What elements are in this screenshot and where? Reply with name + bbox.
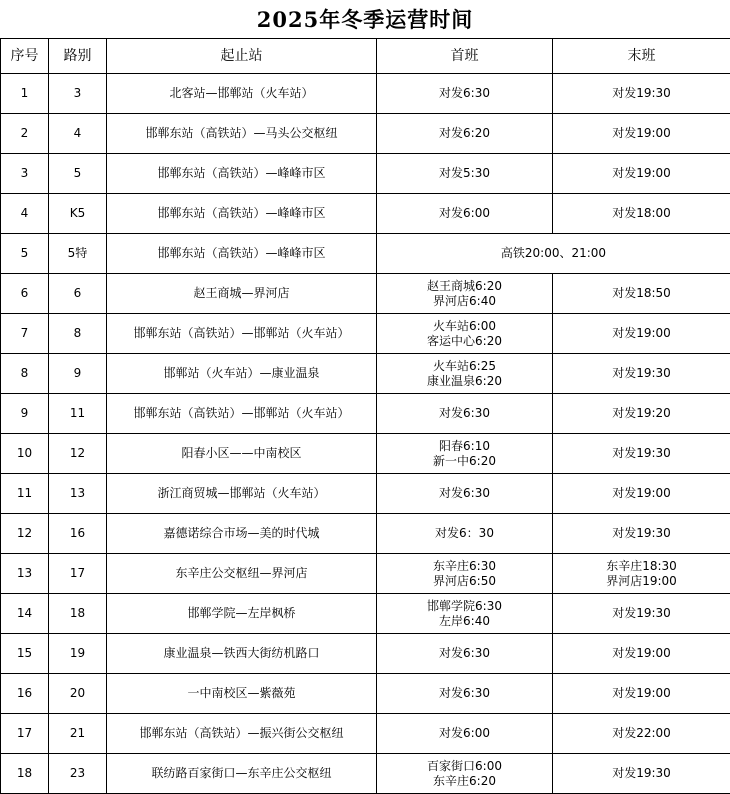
first-bus-time [377, 274, 553, 314]
table-row [1, 474, 730, 514]
first-bus-time [377, 394, 553, 434]
first-bus-line: 对发6：30 [377, 526, 552, 541]
last-bus-time [553, 394, 730, 434]
last-bus-time [553, 114, 730, 154]
first-bus-time [377, 474, 553, 514]
row-number: 8 [1, 354, 49, 394]
first-bus-line: 邯郸学院6:30 [377, 599, 552, 614]
first-bus-time [377, 594, 553, 634]
last-bus-time [553, 194, 730, 234]
first-bus-line: 康业温泉6:20 [377, 374, 552, 389]
last-bus-time [553, 554, 730, 594]
last-bus-time [553, 274, 730, 314]
first-bus-line: 对发6:30 [377, 86, 552, 101]
last-bus-line: 对发19:30 [553, 606, 730, 621]
table-row [1, 514, 730, 554]
row-number: 7 [1, 314, 49, 354]
table-row [1, 394, 730, 434]
route-stations: 北客站—邯郸站（火车站） [107, 74, 377, 114]
row-number: 6 [1, 274, 49, 314]
route-number: 4 [49, 114, 107, 154]
last-bus-time [553, 314, 730, 354]
first-bus-line: 左岸6:40 [377, 614, 552, 629]
table-row [1, 154, 730, 194]
table-header-row [1, 39, 730, 74]
first-bus-time [377, 314, 553, 354]
row-number: 13 [1, 554, 49, 594]
last-bus-line: 对发19:00 [553, 486, 730, 501]
row-number: 11 [1, 474, 49, 514]
route-number: 16 [49, 514, 107, 554]
first-bus-line: 东辛庄6:20 [377, 774, 552, 789]
table-row [1, 634, 730, 674]
first-bus-line: 赵王商城6:20 [377, 279, 552, 294]
last-bus-line: 对发19:30 [553, 366, 730, 381]
route-stations: 康业温泉—铁西大街纺机路口 [107, 634, 377, 674]
route-stations: 赵王商城—界河店 [107, 274, 377, 314]
first-bus-time [377, 754, 553, 794]
last-bus-line: 对发19:00 [553, 326, 730, 341]
first-bus-time [377, 674, 553, 714]
route-stations: 邯郸东站（高铁站）—马头公交枢纽 [107, 114, 377, 154]
last-bus-time [553, 474, 730, 514]
last-bus-time [553, 154, 730, 194]
row-number: 15 [1, 634, 49, 674]
route-stations: 一中南校区—紫薇苑 [107, 674, 377, 714]
route-stations: 浙江商贸城—邯郸站（火车站） [107, 474, 377, 514]
last-bus-time [553, 594, 730, 634]
table-row [1, 74, 730, 114]
first-bus-line: 新一中6:20 [377, 454, 552, 469]
row-number: 3 [1, 154, 49, 194]
table-row [1, 554, 730, 594]
header-last-bus: 末班 [553, 39, 730, 74]
route-stations: 邯郸东站（高铁站）—邯郸站（火车站） [107, 394, 377, 434]
row-number: 2 [1, 114, 49, 154]
route-number: 3 [49, 74, 107, 114]
last-bus-line: 对发19:30 [553, 766, 730, 781]
last-bus-time [553, 754, 730, 794]
route-number: 11 [49, 394, 107, 434]
first-bus-line: 火车站6:25 [377, 359, 552, 374]
route-stations: 东辛庄公交枢纽—界河店 [107, 554, 377, 594]
header-no: 序号 [1, 39, 49, 74]
first-bus-line: 火车站6:00 [377, 319, 552, 334]
row-number: 14 [1, 594, 49, 634]
route-stations: 邯郸站（火车站）—康业温泉 [107, 354, 377, 394]
route-stations: 邯郸东站（高铁站）—邯郸站（火车站） [107, 314, 377, 354]
row-number: 9 [1, 394, 49, 434]
first-bus-time [377, 554, 553, 594]
last-bus-line: 对发19:30 [553, 526, 730, 541]
route-number: K5 [49, 194, 107, 234]
row-number: 18 [1, 754, 49, 794]
table-body [1, 74, 730, 794]
header-stations: 起止站 [107, 39, 377, 74]
row-number: 12 [1, 514, 49, 554]
route-number: 17 [49, 554, 107, 594]
first-bus-line: 对发6:30 [377, 406, 552, 421]
table-row [1, 194, 730, 234]
route-stations: 阳春小区——中南校区 [107, 434, 377, 474]
route-number: 19 [49, 634, 107, 674]
first-bus-line: 对发6:30 [377, 486, 552, 501]
last-bus-line: 界河店19:00 [553, 574, 730, 589]
route-number: 5特 [49, 234, 107, 274]
route-number: 13 [49, 474, 107, 514]
table-row [1, 234, 730, 274]
first-bus-line: 阳春6:10 [377, 439, 552, 454]
merged-schedule: 高铁20:00、21:00 [377, 234, 730, 274]
first-bus-line: 东辛庄6:30 [377, 559, 552, 574]
table-row [1, 754, 730, 794]
last-bus-line: 对发19:00 [553, 646, 730, 661]
last-bus-time [553, 514, 730, 554]
route-stations: 邯郸东站（高铁站）—峰峰市区 [107, 154, 377, 194]
row-number: 10 [1, 434, 49, 474]
last-bus-line: 对发19:00 [553, 686, 730, 701]
last-bus-time [553, 434, 730, 474]
row-number: 16 [1, 674, 49, 714]
route-stations: 联纺路百家街口—东辛庄公交枢纽 [107, 754, 377, 794]
route-stations: 邯郸学院—左岸枫桥 [107, 594, 377, 634]
table-row [1, 354, 730, 394]
first-bus-time [377, 114, 553, 154]
last-bus-time [553, 674, 730, 714]
first-bus-line: 界河店6:40 [377, 294, 552, 309]
route-number: 21 [49, 714, 107, 754]
last-bus-line: 对发22:00 [553, 726, 730, 741]
row-number: 4 [1, 194, 49, 234]
first-bus-time [377, 194, 553, 234]
first-bus-time [377, 514, 553, 554]
last-bus-time [553, 354, 730, 394]
first-bus-line: 对发6:00 [377, 206, 552, 221]
route-number: 5 [49, 154, 107, 194]
first-bus-line: 对发6:20 [377, 126, 552, 141]
row-number: 5 [1, 234, 49, 274]
last-bus-line: 对发18:50 [553, 286, 730, 301]
last-bus-line: 对发18:00 [553, 206, 730, 221]
first-bus-time [377, 634, 553, 674]
route-number: 18 [49, 594, 107, 634]
last-bus-time [553, 74, 730, 114]
first-bus-line: 对发6:30 [377, 686, 552, 701]
last-bus-line: 对发19:20 [553, 406, 730, 421]
route-number: 6 [49, 274, 107, 314]
last-bus-line: 东辛庄18:30 [553, 559, 730, 574]
table-row [1, 594, 730, 634]
route-stations: 邯郸东站（高铁站）—峰峰市区 [107, 194, 377, 234]
route-number: 9 [49, 354, 107, 394]
first-bus-time [377, 154, 553, 194]
route-stations: 邯郸东站（高铁站）—峰峰市区 [107, 234, 377, 274]
table-row [1, 114, 730, 154]
table-row [1, 434, 730, 474]
first-bus-line: 客运中心6:20 [377, 334, 552, 349]
route-number: 12 [49, 434, 107, 474]
table-row [1, 274, 730, 314]
route-stations: 嘉德诺综合市场—美的时代城 [107, 514, 377, 554]
row-number: 1 [1, 74, 49, 114]
schedule-table [0, 38, 730, 794]
table-row [1, 714, 730, 754]
route-number: 8 [49, 314, 107, 354]
header-route: 路别 [49, 39, 107, 74]
first-bus-time [377, 354, 553, 394]
table-row [1, 314, 730, 354]
first-bus-line: 百家街口6:00 [377, 759, 552, 774]
row-number: 17 [1, 714, 49, 754]
first-bus-time [377, 714, 553, 754]
route-number: 20 [49, 674, 107, 714]
first-bus-time [377, 74, 553, 114]
route-number: 23 [49, 754, 107, 794]
last-bus-line: 对发19:00 [553, 126, 730, 141]
first-bus-line: 对发6:30 [377, 646, 552, 661]
last-bus-time [553, 714, 730, 754]
last-bus-line: 对发19:30 [553, 446, 730, 461]
route-stations: 邯郸东站（高铁站）—振兴街公交枢纽 [107, 714, 377, 754]
last-bus-time [553, 634, 730, 674]
first-bus-line: 对发5:30 [377, 166, 552, 181]
first-bus-line: 界河店6:50 [377, 574, 552, 589]
first-bus-time [377, 434, 553, 474]
header-first-bus: 首班 [377, 39, 553, 74]
last-bus-line: 对发19:30 [553, 86, 730, 101]
table-row [1, 674, 730, 714]
first-bus-line: 对发6:00 [377, 726, 552, 741]
page-title: 2025年冬季运营时间 [0, 0, 730, 38]
last-bus-line: 对发19:00 [553, 166, 730, 181]
